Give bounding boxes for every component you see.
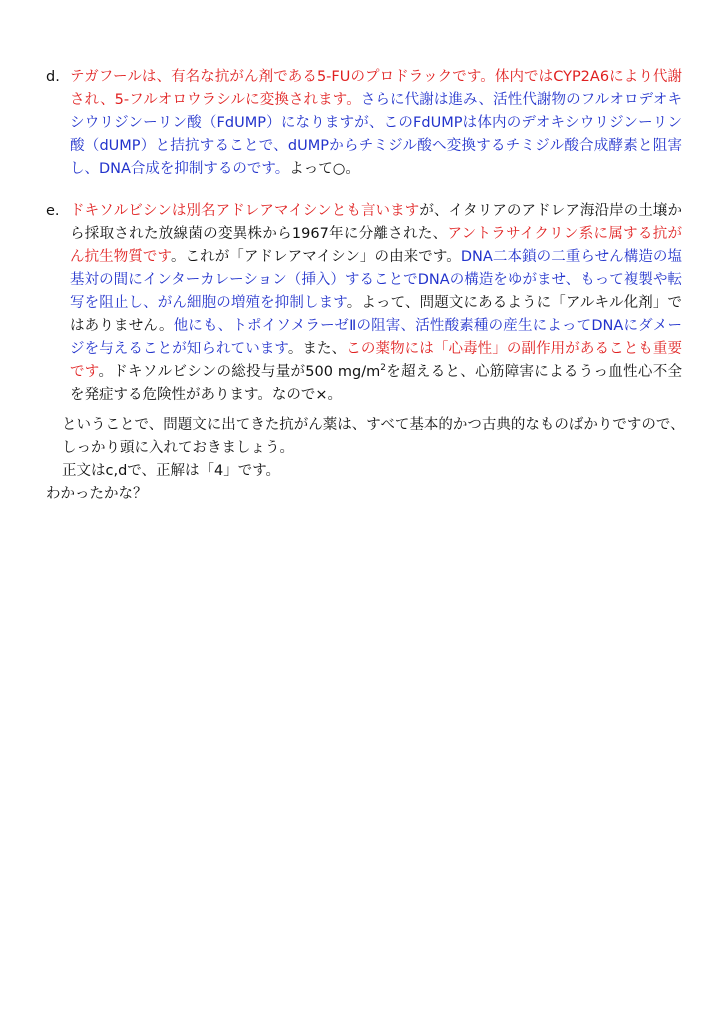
unit-superscript: 2 — [380, 363, 386, 374]
item-body-d — [70, 66, 682, 181]
item-e-segment-1: ドキソルビシンは別名アドレアマイシンとも言います — [70, 203, 420, 219]
item-e-tail: を超えると、心筋障害によるうっ血性心不全を発症する危険性があります。なので×。 — [70, 364, 683, 403]
item-d-segment-1: テガフールは、有名な抗がん剤である5-FUのプロドラックです。体内ではCYP2A6により代謝され、5-フルオロウラシルに変換されます。 — [70, 69, 682, 108]
item-e-segment-9: この薬物には「心毒性」の副作用があることも重要です — [70, 341, 682, 380]
summary-line-2: 正文はc,dで、正解は「4」です。 — [62, 463, 281, 479]
item-e-segment-6: 。よって、問題文にあるように「アルキル化剤」ではありません。 — [70, 295, 683, 334]
item-e-segment-3: アントラサイクリン系に属する抗がん抗生物質です — [70, 226, 682, 265]
summary-line-1: ということで、問題文に出てきた抗がん薬は、すべて基本的かつ古典的なものばかりですので、しっかり頭に入れておきましょう。 — [62, 417, 685, 456]
item-e-segment-4: 。これが「アドレアマイシン」の由来です。 — [170, 249, 461, 265]
item-letter-d: d. — [46, 69, 60, 85]
item-letter-e: e. — [46, 203, 60, 219]
item-e-segment-8: 。また、 — [287, 341, 347, 357]
item-e-segment-2: が、イタリアのアドレア海沿岸の土壌から採取された放線菌の変異株から1967年に分離された、 — [70, 203, 683, 242]
summary-section — [46, 414, 686, 506]
item-e-segment-7: 他にも、トポイソメラーゼⅡの阻害、活性酸素種の産生によってDNAにダメージを与えることが知られています — [70, 318, 682, 357]
item-e-segment-5: DNA二本鎖の二重らせん構造の塩基対の間にインターカレーション（挿入）することでDNAの構造をゆがませ、もって複製や転写を阻止し、がん細胞の増殖を抑制します — [70, 249, 682, 311]
item-d-segment-2: さらに代謝は進み、活性代謝物のフルオロデオキシウリジンーリン酸（FdUMP）になりますが、このFdUMPは体内のデオキシウリジンーリン酸（dUMP）と拮抗することで、dUMPからチミジル酸へ変換するチミジル酸合成酵素と阻害し、DNA合成を抑制するのです。 — [70, 92, 682, 177]
item-e-segment-10: 。ドキソルビシンの総投与量が500 mg/m — [98, 364, 381, 380]
item-d-segment-3: よって○。 — [289, 161, 360, 177]
item-body-e — [70, 200, 682, 407]
summary-line-3: わかったかな？ — [46, 486, 148, 502]
